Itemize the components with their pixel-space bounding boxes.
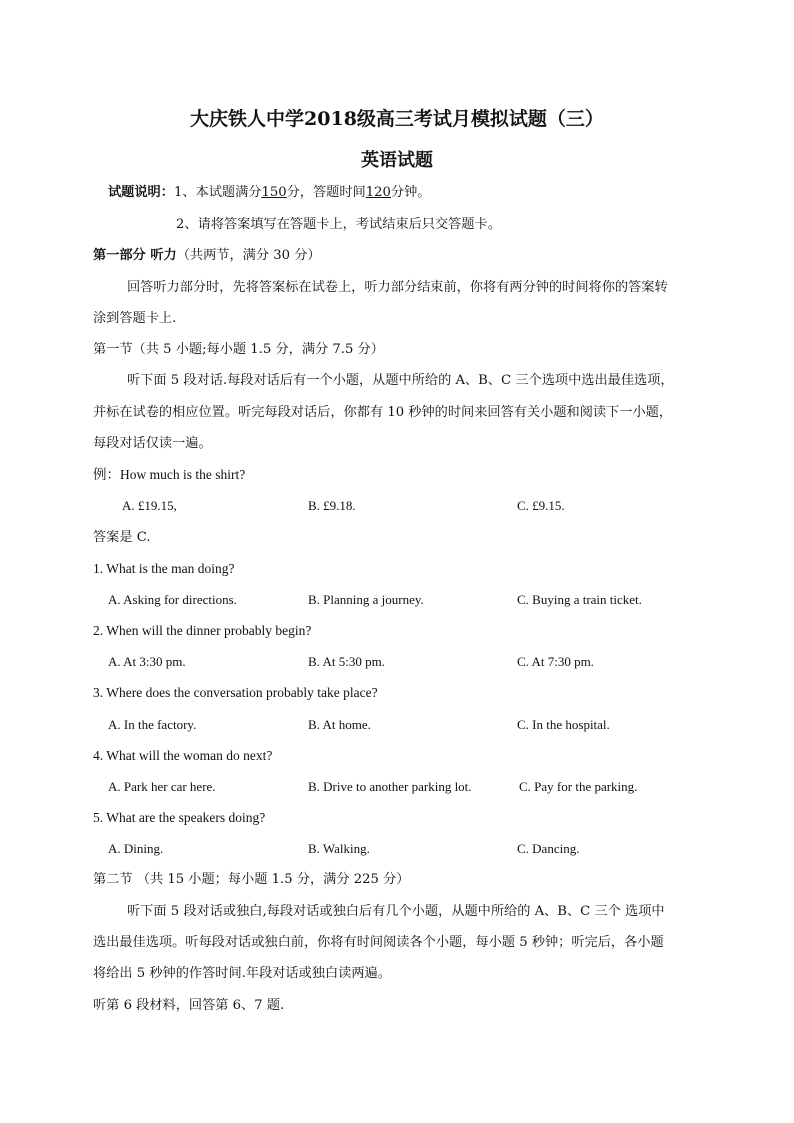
section1-heading: 第一节（共 5 小题;每小题 1.5 分，满分 7.5 分） — [93, 342, 384, 357]
instructions-line-2: 2、请将答案填写在答题卡上，考试结束后只交答题卡。 — [176, 217, 501, 232]
example-question: 例：How much is the shirt? — [93, 467, 246, 482]
part1-para-line-2: 涂到答题卡上. — [93, 311, 177, 326]
question-3-option-c: C. In the hospital. — [517, 717, 610, 732]
question-3: 3. Where does the conversation probably take place? — [93, 685, 378, 700]
question-2-option-c: C. At 7:30 pm. — [517, 654, 594, 669]
instructions-label: 试题说明： — [108, 185, 174, 200]
example-option-a: A. £19.15, — [122, 498, 177, 513]
section1-para-line-1: 听下面 5 段对话.每段对话后有一个小题，从题中所给的 A、B、C 三个选项中选出最佳选项， — [127, 373, 674, 388]
exam-time: 120 — [365, 185, 391, 200]
exam-title: 大庆铁人中学2018级高三考试月模拟试题（三） — [190, 108, 604, 130]
question-1-option-c: C. Buying a train ticket. — [517, 592, 642, 607]
part1-para-line-1: 回答听力部分时，先将答案标在试卷上，听力部分结束前，你将有两分钟的时间将你的答案转 — [127, 280, 668, 295]
exam-subtitle: 英语试题 — [361, 150, 433, 171]
example-answer: 答案是 C. — [93, 530, 151, 545]
question-1: 1. What is the man doing? — [93, 561, 235, 576]
question-5-option-b: B. Walking. — [308, 841, 370, 856]
section2-para-line-2: 选出最佳选项。听每段对话或独白前，你将有时间阅读各个小题，每小题 5 秒钟；听完后，各小题 — [93, 935, 664, 950]
section1-para-line-2: 并标在试卷的相应位置。听完每段对话后，你都有 10 秒钟的时间来回答有关小题和阅读下一小题， — [93, 405, 673, 420]
part1-heading — [93, 247, 321, 265]
instructions-text-a: 1、本试题满分 — [173, 185, 262, 200]
question-4-option-c: C. Pay for the parking. — [519, 779, 638, 794]
instructions-line-1 — [108, 184, 430, 202]
question-5-option-c: C. Dancing. — [517, 841, 580, 856]
section2-para-line-1: 听下面 5 段对话或独白,每段对话或独白后有几个小题，从题中所给的 A、B、C 三个 选项中 — [127, 904, 665, 919]
question-1-option-b: B. Planning a journey. — [308, 592, 424, 607]
question-3-option-a: A. In the factory. — [108, 717, 197, 732]
section1-para-line-3: 每段对话仅读一遍。 — [93, 436, 212, 451]
instructions-text-b: 分，答题时间 — [286, 185, 366, 200]
question-4-option-b: B. Drive to another parking lot. — [308, 779, 472, 794]
part1-heading-bold: 第一部分 听力 — [93, 248, 177, 263]
example-option-b: B. £9.18. — [308, 498, 356, 513]
instructions-text-c: 分钟。 — [390, 185, 431, 200]
question-2-option-b: B. At 5:30 pm. — [308, 654, 385, 669]
section2-para-line-3: 将给出 5 秒钟的作答时间.年段对话或独白读两遍。 — [93, 966, 391, 981]
question-3-option-b: B. At home. — [308, 717, 371, 732]
question-4: 4. What will the woman do next? — [93, 748, 273, 763]
example-option-c: C. £9.15. — [517, 498, 565, 513]
question-5-option-a: A. Dining. — [108, 841, 164, 856]
question-2: 2. When will the dinner probably begin? — [93, 623, 312, 638]
question-5: 5. What are the speakers doing? — [93, 810, 266, 825]
section2-heading: 第二节 （共 15 小题；每小题 1.5 分，满分 225 分） — [93, 872, 410, 887]
part1-heading-rest: （共两节，满分 30 分） — [176, 248, 321, 263]
section2-material: 听第 6 段材料，回答第 6、7 题. — [93, 998, 285, 1013]
total-score: 150 — [261, 185, 287, 200]
question-1-option-a: A. Asking for directions. — [108, 592, 237, 607]
question-2-option-a: A. At 3:30 pm. — [108, 654, 186, 669]
question-4-option-a: A. Park her car here. — [108, 779, 216, 794]
